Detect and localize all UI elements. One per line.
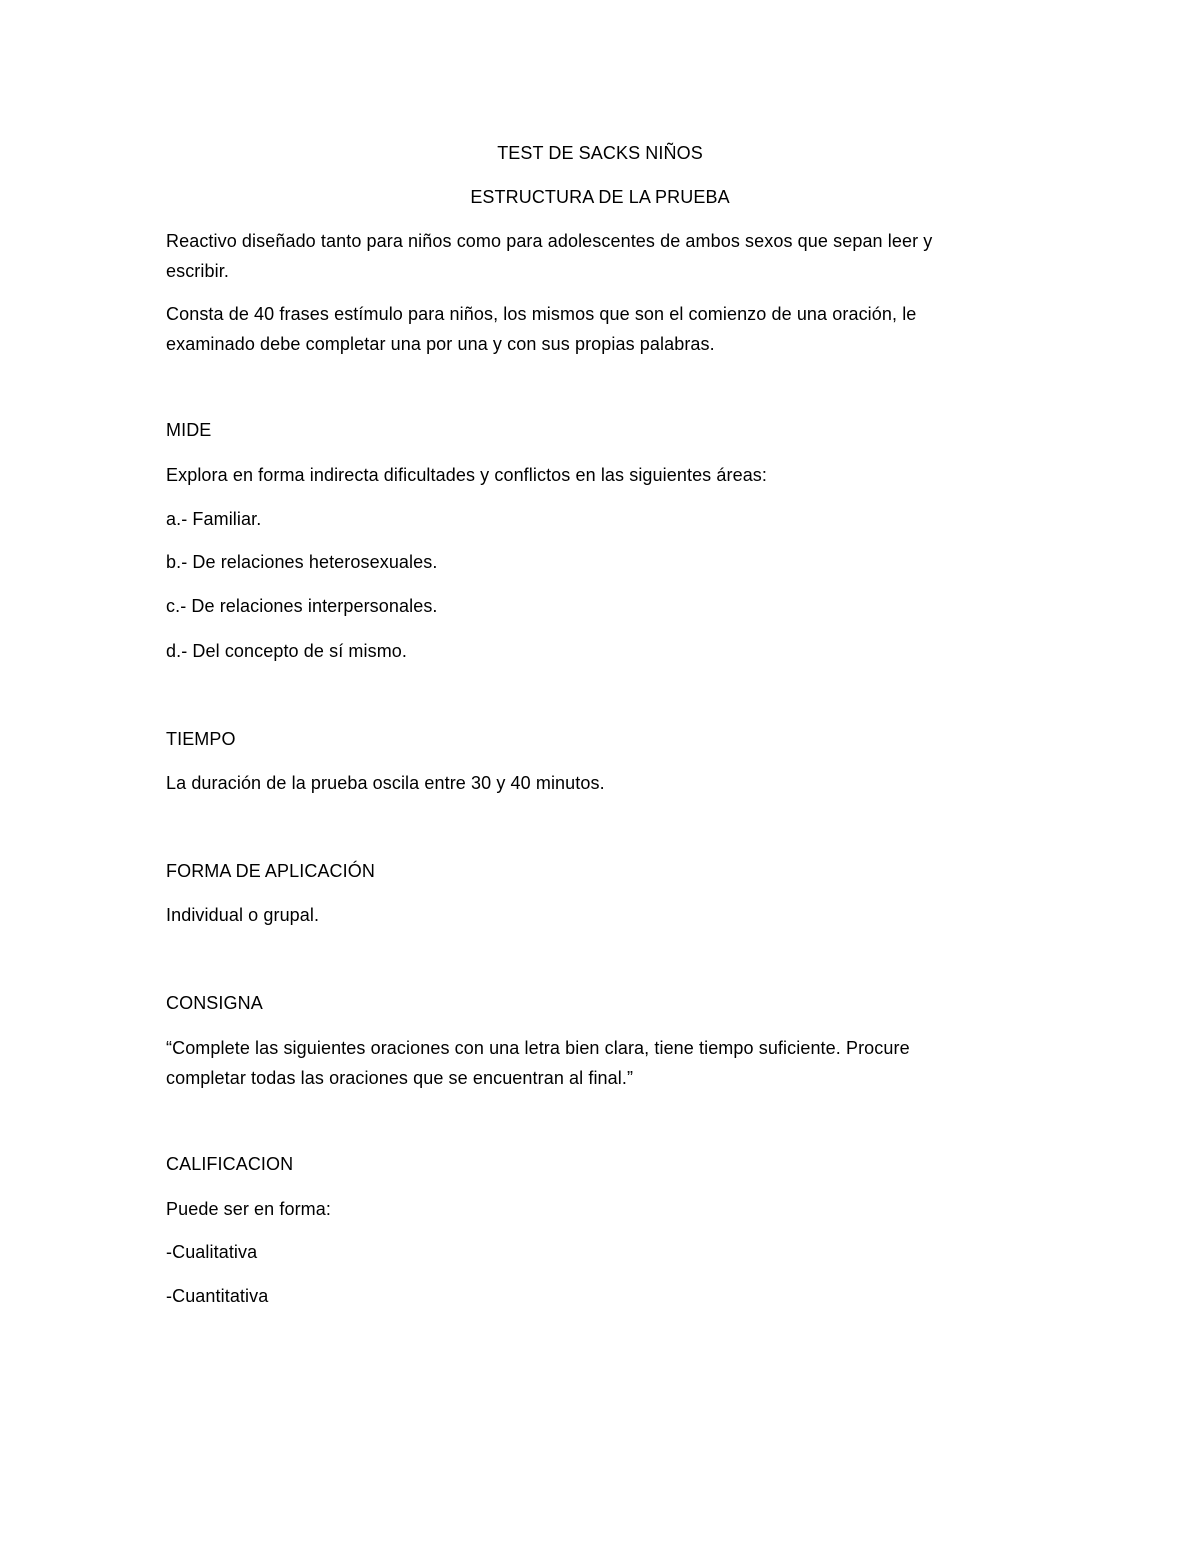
- intro-paragraph-2-line-2: examinado debe completar una por una y con sus propias palabras.: [166, 334, 715, 354]
- section-heading-mide: MIDE: [166, 420, 212, 440]
- aplicacion-text: Individual o grupal.: [166, 905, 320, 925]
- intro-paragraph-2-line-1: Consta de 40 frases estímulo para niños, los mismos que son el comienzo de una oración, le: [166, 304, 917, 324]
- section-heading-forma-de-aplicacion: FORMA DE APLICACIÓN: [166, 861, 375, 881]
- calificacion-list-item: -Cuantitativa: [166, 1286, 269, 1306]
- calificacion-list-item: -Cualitativa: [166, 1242, 258, 1262]
- document-subtitle: ESTRUCTURA DE LA PRUEBA: [470, 187, 730, 207]
- intro-paragraph-1-line-1: Reactivo diseñado tanto para niños como para adolescentes de ambos sexos que sepan leer y: [166, 231, 933, 251]
- document-title: TEST DE SACKS NIÑOS: [497, 143, 703, 163]
- mide-list-item: b.- De relaciones heterosexuales.: [166, 552, 438, 572]
- mide-list-item: d.- Del concepto de sí mismo.: [166, 641, 407, 661]
- section-heading-tiempo: TIEMPO: [166, 729, 236, 749]
- mide-description: Explora en forma indirecta dificultades y conflictos en las siguientes áreas:: [166, 465, 768, 485]
- consigna-line-1: “Complete las siguientes oraciones con una letra bien clara, tiene tiempo suficiente. Procure: [166, 1038, 910, 1058]
- mide-list-item: a.- Familiar.: [166, 509, 262, 529]
- calificacion-text: Puede ser en forma:: [166, 1199, 331, 1219]
- section-heading-calificacion: CALIFICACION: [166, 1154, 294, 1174]
- consigna-line-2: completar todas las oraciones que se encuentran al final.”: [166, 1068, 634, 1088]
- tiempo-text: La duración de la prueba oscila entre 30 y 40 minutos.: [166, 773, 605, 793]
- mide-list-item: c.- De relaciones interpersonales.: [166, 596, 438, 616]
- section-heading-consigna: CONSIGNA: [166, 993, 263, 1013]
- intro-paragraph-1-line-2: escribir.: [166, 261, 229, 281]
